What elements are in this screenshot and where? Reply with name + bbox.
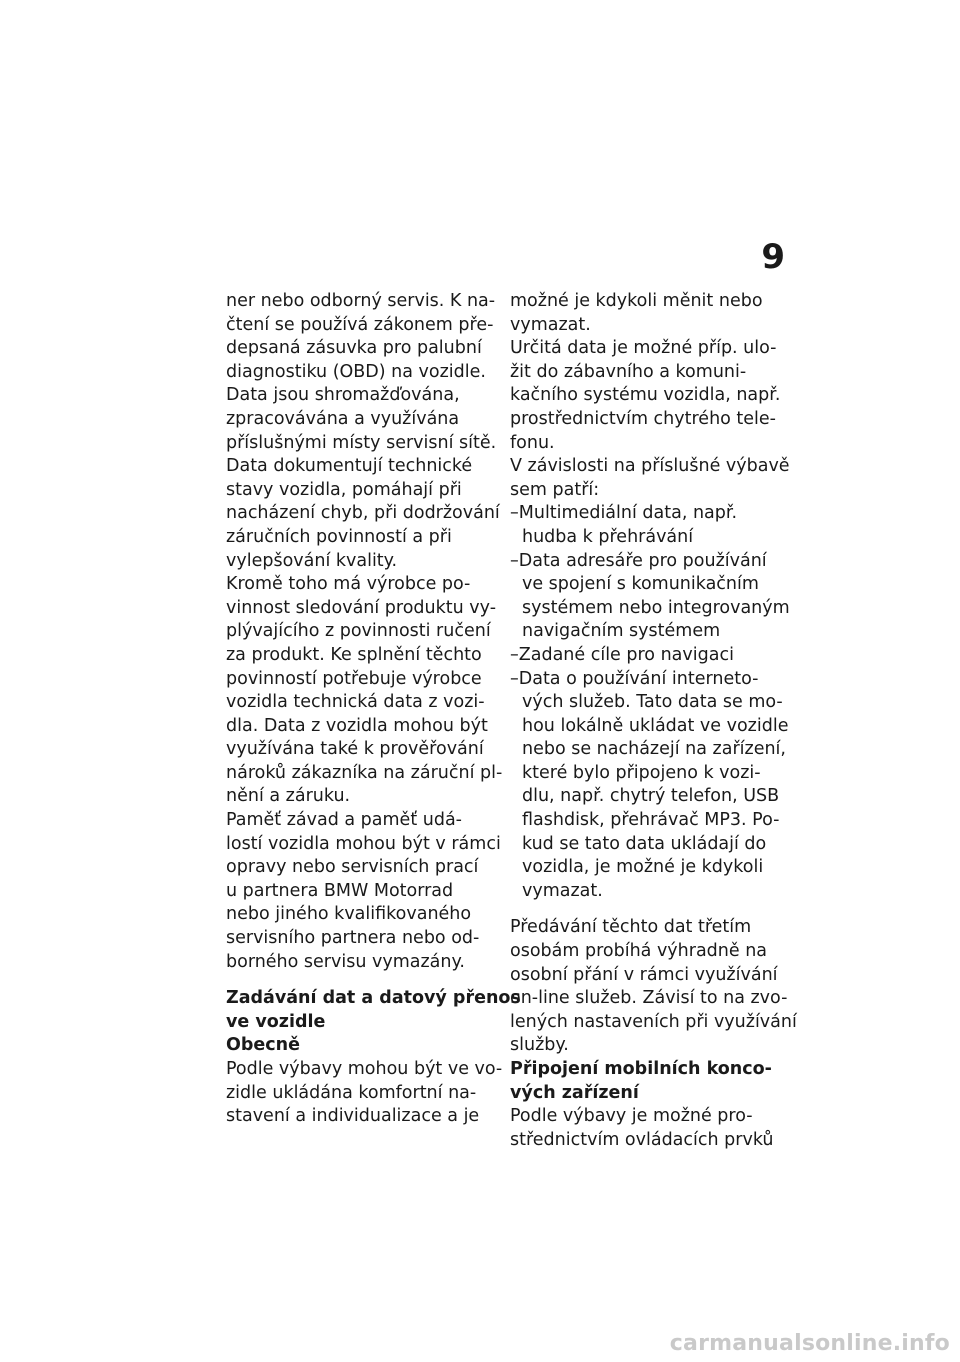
text-line: vinnost sledování produktu vy- (226, 597, 497, 618)
list-item-line: které bylo připojeno k vozi- (522, 762, 761, 783)
text-line: diagnostiku (OBD) na vozidle. (226, 361, 486, 382)
text-line: možné je kdykoli měnit nebo (510, 291, 763, 311)
list-item (510, 550, 790, 644)
text-line: nění a záruku. (226, 786, 351, 807)
heading-line: Zadávání dat a datový přenos (226, 988, 521, 1009)
text-line: Data jsou shromažďována, (226, 385, 460, 406)
text-line: dla. Data z vozidla mohou být (226, 715, 488, 736)
right-bullet-list (510, 502, 790, 903)
text-line: plývajícího z povinnosti ručení (226, 621, 491, 642)
list-item-line: vých služeb. Tato data se mo- (522, 692, 783, 713)
text-line: nároků zákazníka na záruční pl- (226, 762, 503, 783)
text-line: sem patří: (510, 479, 600, 500)
text-line: příslušnými místy servisní sítě. (226, 432, 497, 453)
text-line: u partnera BMW Motorrad (226, 880, 454, 901)
list-item-line: kud se tato data ukládají do (522, 833, 767, 854)
text-line: osobní přání v rámci využívání (510, 964, 778, 985)
list-item-line: systémem nebo integrovaným (522, 597, 790, 618)
text-line: fonu. (510, 432, 555, 453)
text-line: prostřednictvím chytrého tele- (510, 408, 776, 429)
text-line: opravy nebo servisních prací (226, 857, 479, 878)
list-item-line: ve spojení s komunikačním (522, 574, 759, 595)
text-line: Předávání těchto dat třetím (510, 917, 752, 938)
right-column (510, 290, 797, 1152)
text-line: nebo jiného kvalifikovaného (226, 904, 472, 925)
text-line: on-line služeb. Závisí to na zvo- (510, 988, 788, 1009)
left-heading-1 (226, 987, 521, 1034)
text-line: osobám probíhá výhradně na (510, 941, 768, 962)
list-item-line: –Data o používání interneto- (510, 668, 759, 689)
list-item (510, 502, 782, 549)
page-number: 9 (761, 237, 785, 277)
left-column (226, 290, 521, 1129)
text-line: Paměť závad a paměť udá- (226, 810, 462, 831)
right-block-1 (510, 290, 790, 502)
heading-line: vých zařízení (510, 1082, 639, 1103)
right-block-2 (510, 916, 797, 1058)
watermark: carmanualsonline.info (669, 1331, 950, 1356)
left-block-2 (226, 1058, 503, 1129)
left-block-1 (226, 290, 503, 974)
text-line: povinností potřebuje výrobce (226, 668, 482, 689)
list-item-line: –Data adresáře pro používání (510, 550, 767, 571)
text-line: Podle výbavy mohou být ve vo- (226, 1059, 503, 1079)
list-item-line: vymazat. (522, 880, 603, 901)
text-line: Data dokumentují technické (226, 456, 473, 477)
right-block-3 (510, 1105, 782, 1152)
text-line: záručních povinností a při (226, 526, 452, 547)
list-item-line: flashdisk, přehrávač MP3. Po- (522, 810, 780, 831)
text-line: V závislosti na příslušné výbavě (510, 456, 790, 477)
list-item-line: dlu, např. chytrý telefon, USB (522, 786, 780, 807)
text-line: Určitá data je možné příp. ulo- (510, 338, 777, 359)
text-line: zidle ukládána komfortní na- (226, 1082, 477, 1103)
text-line: depsaná zásuvka pro palubní (226, 338, 482, 359)
text-line: služby. (510, 1035, 569, 1056)
list-item (510, 668, 789, 904)
list-item-line: navigačním systémem (522, 621, 721, 642)
list-item-line: –Zadané cíle pro navigaci (510, 644, 734, 665)
right-heading-2 (510, 1058, 782, 1105)
text-line: zpracovávána a využívána (226, 408, 460, 429)
heading-line: Připojení mobilních konco- (510, 1059, 772, 1079)
heading-line: ve vozidle (226, 1011, 326, 1032)
text-line: stavení a individualizace a je (226, 1106, 480, 1127)
list-item-line: vozidla, je možné je kdykoli (522, 857, 764, 878)
list-item (510, 644, 782, 668)
text-line: Kromě toho má výrobce po- (226, 574, 471, 595)
list-item-line: –Multimediální data, např. (510, 503, 738, 524)
text-line: kačního systému vozidla, např. (510, 385, 781, 406)
text-line: lostí vozidla mohou být v rámci (226, 833, 501, 854)
text-line: stavy vozidla, pomáhají při (226, 479, 462, 500)
list-item-line: hou lokálně ukládat ve vozidle (522, 715, 789, 736)
text-line: čtení se používá zákonem pře- (226, 314, 494, 335)
text-line: využívána také k prověřování (226, 739, 484, 760)
text-line: vymazat. (510, 314, 591, 335)
text-line: borného servisu vymazány. (226, 951, 465, 972)
text-line: za produkt. Ke splnění těchto (226, 644, 482, 665)
list-item-line: hudba k přehrávání (522, 526, 694, 547)
text-line: ner nebo odborný servis. K na- (226, 291, 496, 311)
text-line: nacházení chyb, při dodržování (226, 503, 500, 524)
list-item-line: nebo se nacházejí na zařízení, (522, 739, 786, 760)
text-line: vylepšování kvality. (226, 550, 398, 571)
text-line: střednictvím ovládacích prvků (510, 1129, 774, 1150)
text-line: lených nastaveních při využívání (510, 1011, 797, 1032)
text-line: Podle výbavy je možné pro- (510, 1106, 753, 1127)
text-line: žit do zábavního a komuni- (510, 361, 747, 382)
text-line: vozidla technická data z vozi- (226, 692, 485, 713)
left-subheading-1: Obecně (226, 1035, 300, 1056)
text-line: servisního partnera nebo od- (226, 928, 480, 949)
